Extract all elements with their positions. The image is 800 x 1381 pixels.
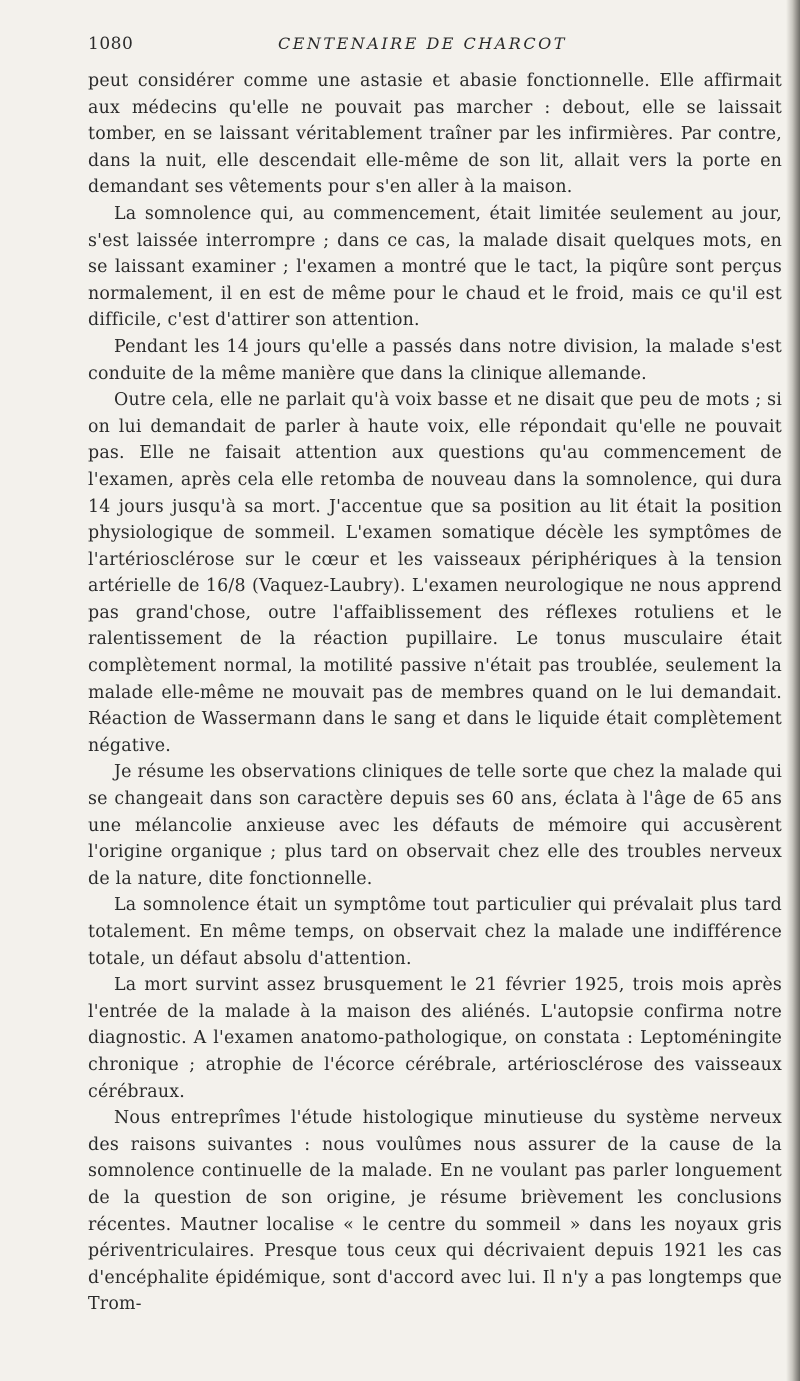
- paragraph: Pendant les 14 jours qu'elle a passés dans notre division, la malade s'est conduite de la même manière que dans la clinique allemande.: [88, 336, 782, 384]
- paragraph: Nous entreprîmes l'étude histologique minutieuse du système nerveux des raisons suivantes : nous voulûmes nous assurer de la cause de la somnolence continuelle de la malade. En ne voulant pas parler longuement de la question de son origine, je résume brièvement les conclusions récentes. Mautner localise « le centre du sommeil » dans les noyaux gris périventriculaires. Presque tous ceux qui décrivaient depuis 1921 les cas d'encéphalite épidémique, sont d'accord avec lui. Il n'y a pas longtemps que Trom-: [88, 1108, 782, 1315]
- paragraph: peut considérer comme une astasie et abasie fonctionnelle. Elle affirmait aux médecins qu'elle ne pouvait pas marcher : debout, elle se laissait tomber, en se laissant véritablement traîner par les infirmières. Par contre, dans la nuit, elle descendait elle-même de son lit, allait vers la porte en demandant ses vêtements pour s'en aller à la maison.: [88, 71, 782, 198]
- page-number: 1080: [88, 34, 134, 54]
- page-edge-shadow: [786, 0, 800, 1381]
- paragraph: Outre cela, elle ne parlait qu'à voix basse et ne disait que peu de mots ; si on lui demandait de parler à haute voix, elle répondait qu'elle ne pouvait pas. Elle ne faisait attention aux questions qu'au commencement de l'examen, après cela elle retomba de nouveau dans la somnolence, qui dura 14 jours jusqu'à sa mort. J'accentue que sa position au lit était la position physiologique de sommeil. L'examen somatique décèle les symptômes de l'artériosclérose sur le cœur et les vaisseaux périphériques à la tension artérielle de 16/8 (Vaquez-Laubry). L'examen neurologique ne nous apprend pas grand'chose, outre l'affaiblissement des réflexes rotuliens et le ralentissement de la réaction pupillaire. Le tonus musculaire était complètement normal, la motilité passive n'était pas troublée, seulement la malade elle-même ne mouvait pas de membres quand on le lui demandait. Réaction de Wassermann dans le sang et dans le liquide était complètement négative.: [88, 390, 782, 756]
- running-title: CENTENAIRE DE CHARCOT: [278, 34, 567, 53]
- paragraph: Je résume les observations cliniques de telle sorte que chez la malade qui se changeait dans son caractère depuis ses 60 ans, éclata à l'âge de 65 ans une mélancolie anxieuse avec les défauts de mémoire qui accusèrent l'origine organique ; plus tard on observait chez elle des troubles nerveux de la nature, dite fonctionnelle.: [88, 762, 782, 889]
- page-header: [88, 34, 778, 58]
- body-text: [88, 68, 782, 1318]
- paragraph: La somnolence était un symptôme tout particulier qui prévalait plus tard totalement. En même temps, on observait chez la malade une indifférence totale, un défaut absolu d'attention.: [88, 895, 782, 969]
- paragraph: La mort survint assez brusquement le 21 février 1925, trois mois après l'entrée de la malade à la maison des aliénés. L'autopsie confirma notre diagnostic. A l'examen anatomo-pathologique, on constata : Leptoméningite chronique ; atrophie de l'écorce cérébrale, artériosclérose des vaisseaux cérébraux.: [88, 975, 782, 1102]
- paragraph: La somnolence qui, au commencement, était limitée seulement au jour, s'est laissée interrompre ; dans ce cas, la malade disait quelques mots, en se laissant examiner ; l'examen a montré que le tact, la piqûre sont perçus normalement, il en est de même pour le chaud et le froid, mais ce qu'il est difficile, c'est d'attirer son attention.: [88, 203, 782, 331]
